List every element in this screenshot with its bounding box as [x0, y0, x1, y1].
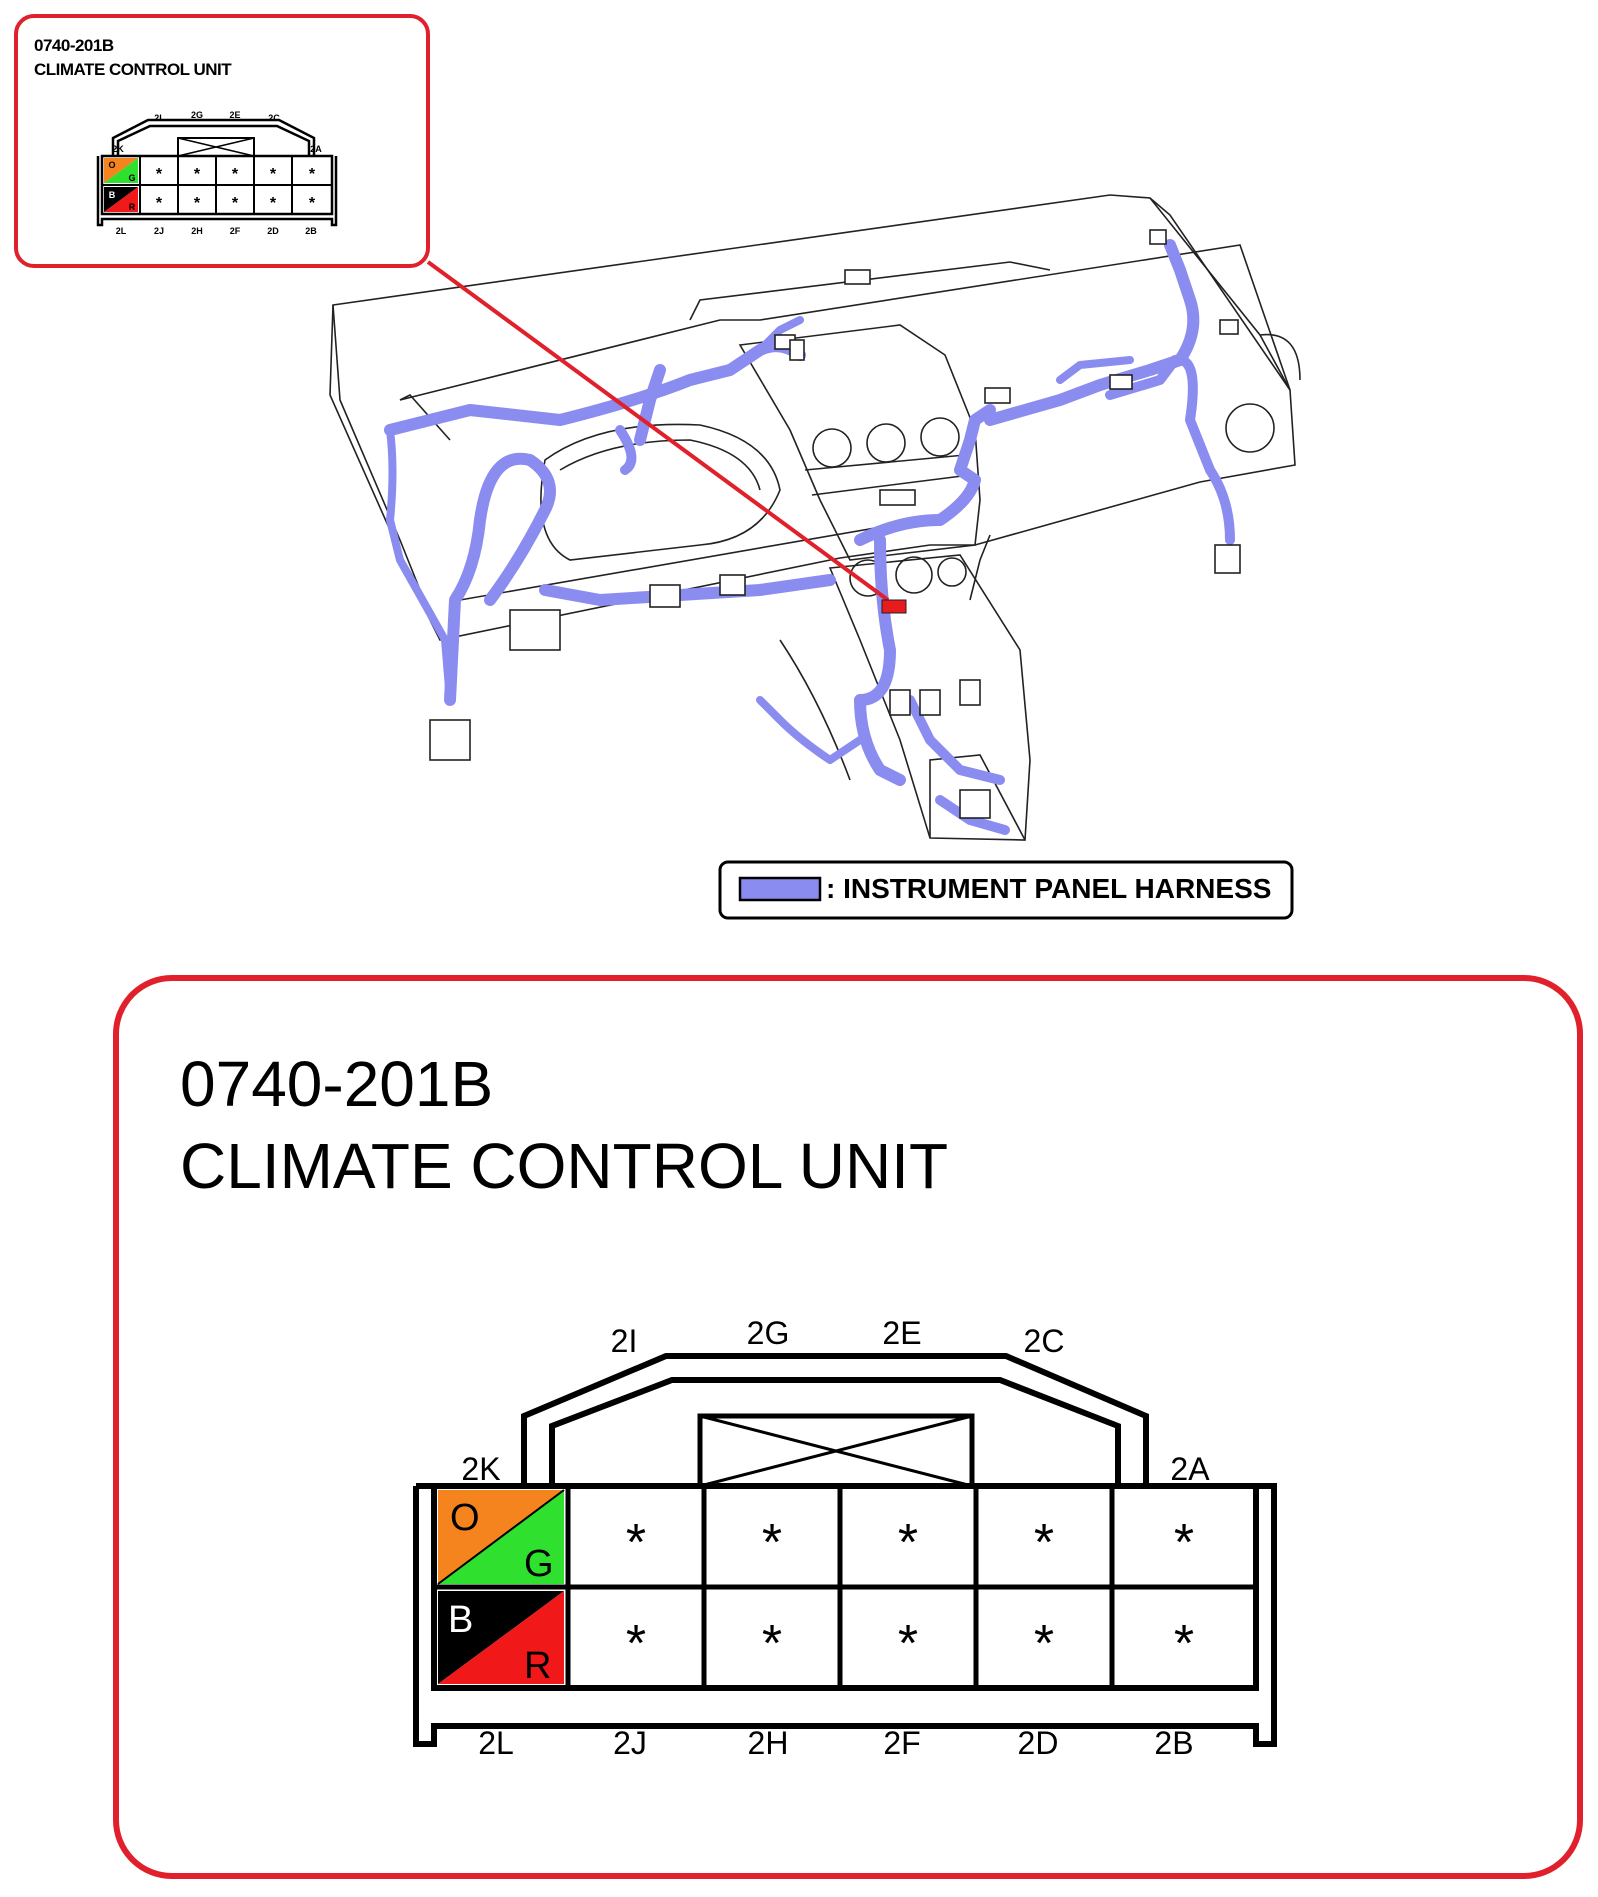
mini-label-2C: 2C: [268, 113, 280, 123]
mini-pin-2D: *: [269, 195, 277, 212]
large-callout: [116, 978, 1580, 1876]
mini-wire-color-b: B: [108, 190, 116, 200]
mini-label-2H: 2H: [191, 226, 203, 236]
pin-2L: [438, 1591, 564, 1687]
pin-2G-empty: *: [761, 1514, 783, 1572]
mini-pin-2H: *: [193, 195, 201, 212]
mini-wire-color-o: O: [108, 160, 116, 170]
wire-color-red: R: [524, 1645, 552, 1687]
pin-2K: [438, 1490, 564, 1585]
label-2D: 2D: [1017, 1725, 1059, 1761]
label-2G: 2G: [746, 1315, 790, 1351]
mini-label-2D: 2D: [267, 226, 279, 236]
mini-pin-2G: *: [193, 166, 201, 183]
label-2A: 2A: [1170, 1451, 1210, 1487]
pin-2I-empty: *: [625, 1514, 647, 1572]
pin-2A-empty: *: [1173, 1514, 1195, 1572]
pin-2B-empty: *: [1173, 1615, 1195, 1673]
mini-label-2L: 2L: [115, 226, 127, 236]
instrument-panel-harness: [390, 245, 1230, 830]
label-2C: 2C: [1023, 1323, 1065, 1359]
label-2H: 2H: [747, 1725, 789, 1761]
connector-name: CLIMATE CONTROL UNIT: [180, 1130, 949, 1202]
legend-label: : INSTRUMENT PANEL HARNESS: [826, 873, 1272, 904]
mini-label-2A: 2A: [310, 144, 322, 154]
mini-label-2B: 2B: [305, 226, 317, 236]
mini-label-2F: 2F: [229, 226, 241, 236]
mini-pin-2I: *: [155, 166, 163, 183]
small-callout-code: 0740-201B: [34, 36, 114, 55]
label-2J: 2J: [613, 1725, 647, 1761]
label-2B: 2B: [1154, 1725, 1194, 1761]
wire-color-orange: O: [450, 1497, 480, 1539]
pin-2J-empty: *: [625, 1615, 647, 1673]
mini-pin-2E: *: [231, 166, 239, 183]
mini-wire-color-r: R: [128, 202, 136, 212]
harness-legend: [720, 862, 1292, 918]
label-2E: 2E: [882, 1315, 922, 1351]
pin-2D-empty: *: [1033, 1615, 1055, 1673]
mini-pin-2C: *: [269, 166, 277, 183]
mini-pin-2B: *: [308, 195, 316, 212]
pin-2F-empty: *: [897, 1615, 919, 1673]
wire-color-black: B: [448, 1599, 474, 1641]
mini-pin-2J: *: [155, 195, 163, 212]
mini-label-2J: 2J: [153, 226, 165, 236]
wire-color-green: G: [524, 1543, 554, 1585]
label-2I: 2I: [610, 1323, 638, 1359]
label-2L: 2L: [478, 1725, 514, 1761]
mini-pin-2A: *: [308, 166, 316, 183]
connector-location-marker: [882, 600, 906, 613]
connector-code: 0740-201B: [180, 1048, 494, 1120]
label-2K: 2K: [461, 1451, 501, 1487]
mini-pin-2F: *: [231, 195, 239, 212]
mini-label-2I: 2I: [154, 113, 162, 123]
pin-2C-empty: *: [1033, 1514, 1055, 1572]
mini-label-2G: 2G: [190, 110, 204, 120]
small-callout: [16, 16, 428, 266]
mini-label-2E: 2E: [229, 110, 241, 120]
mini-label-2K: 2K: [112, 144, 124, 154]
small-callout-name: CLIMATE CONTROL UNIT: [34, 60, 232, 79]
pin-2E-empty: *: [897, 1514, 919, 1572]
label-2F: 2F: [883, 1725, 921, 1761]
mini-wire-color-g: G: [128, 173, 136, 183]
pin-2H-empty: *: [761, 1615, 783, 1673]
harness-connectors: [430, 230, 1240, 818]
